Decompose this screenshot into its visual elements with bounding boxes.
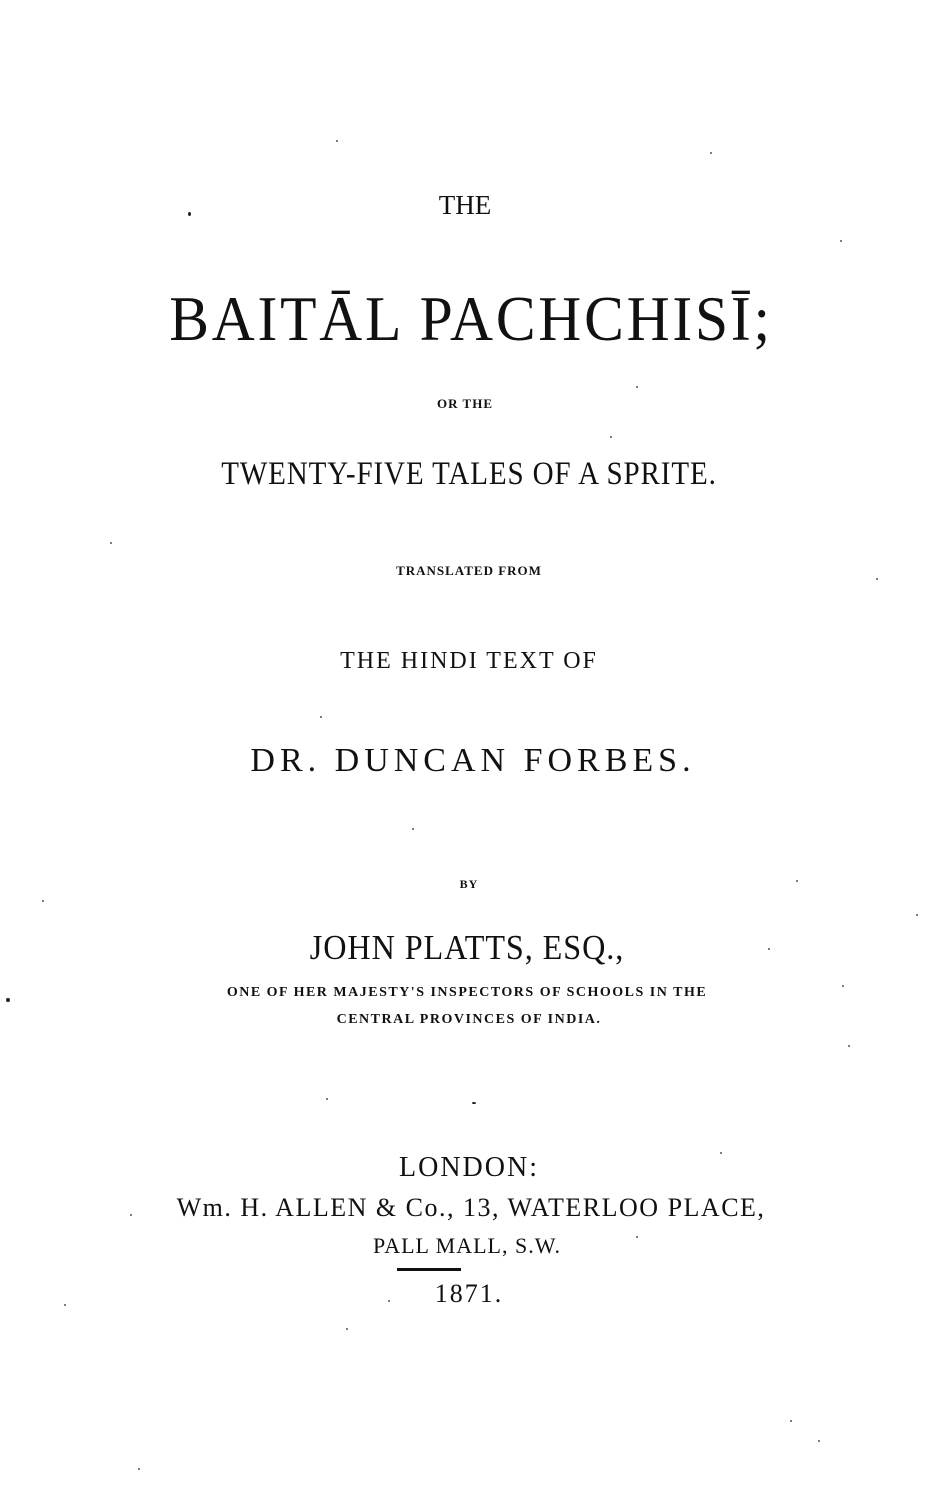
hindi-text-line: THE HINDI TEXT OF xyxy=(340,648,598,674)
imprint-city: LONDON: xyxy=(399,1152,539,1183)
translator-office-line-2: CENTRAL PROVINCES OF INDIA. xyxy=(336,1012,602,1027)
scan-speck xyxy=(876,578,878,580)
scan-speck xyxy=(842,985,844,987)
publication-year: 1871. xyxy=(434,1279,504,1308)
scan-speck xyxy=(336,140,338,142)
scan-speck xyxy=(848,1045,850,1047)
imprint-rule xyxy=(397,1268,461,1271)
scan-speck xyxy=(188,212,191,216)
scan-speck xyxy=(818,1440,820,1442)
scan-speck xyxy=(790,1420,792,1422)
publisher-line: Wm. H. ALLEN & Co., 13, WATERLOO PLACE, xyxy=(176,1193,766,1222)
scan-speck xyxy=(710,152,712,154)
scan-speck xyxy=(388,1300,390,1302)
translated-from-label: TRANSLATED FROM xyxy=(396,563,542,578)
scan-speck xyxy=(768,948,770,950)
scan-speck xyxy=(796,880,798,882)
title-the: THE xyxy=(438,190,492,220)
scan-speck xyxy=(130,1214,132,1216)
source-author: DR. DUNCAN FORBES. xyxy=(250,742,696,779)
or-the-connector: OR THE xyxy=(437,396,493,411)
main-title: BAITĀL PACHCHISĪ; xyxy=(169,283,773,354)
scan-speck xyxy=(320,716,322,718)
scan-speck xyxy=(326,1098,328,1100)
scan-speck xyxy=(610,436,612,438)
scan-speck xyxy=(840,240,842,242)
scan-speck xyxy=(412,828,414,830)
scan-speck xyxy=(720,1152,722,1154)
scan-speck xyxy=(636,1236,638,1238)
subtitle: TWENTY-FIVE TALES OF A SPRITE. xyxy=(221,456,717,492)
translator-office-line-1: ONE OF HER MAJESTY'S INSPECTORS OF SCHOOLS IN THE xyxy=(226,985,708,1000)
scan-speck xyxy=(636,386,638,388)
scan-speck xyxy=(42,900,44,902)
scan-speck xyxy=(916,914,918,916)
publisher-address: PALL MALL, S.W. xyxy=(373,1233,561,1258)
scan-speck xyxy=(110,542,112,544)
by-label: BY xyxy=(459,877,479,891)
scan-speck xyxy=(6,998,10,1002)
translator-name: JOHN PLATTS, ESQ., xyxy=(309,928,625,967)
scan-speck xyxy=(138,1468,140,1470)
scan-speck xyxy=(472,1102,476,1104)
scan-speck xyxy=(64,1304,66,1306)
scan-speck xyxy=(346,1328,348,1330)
